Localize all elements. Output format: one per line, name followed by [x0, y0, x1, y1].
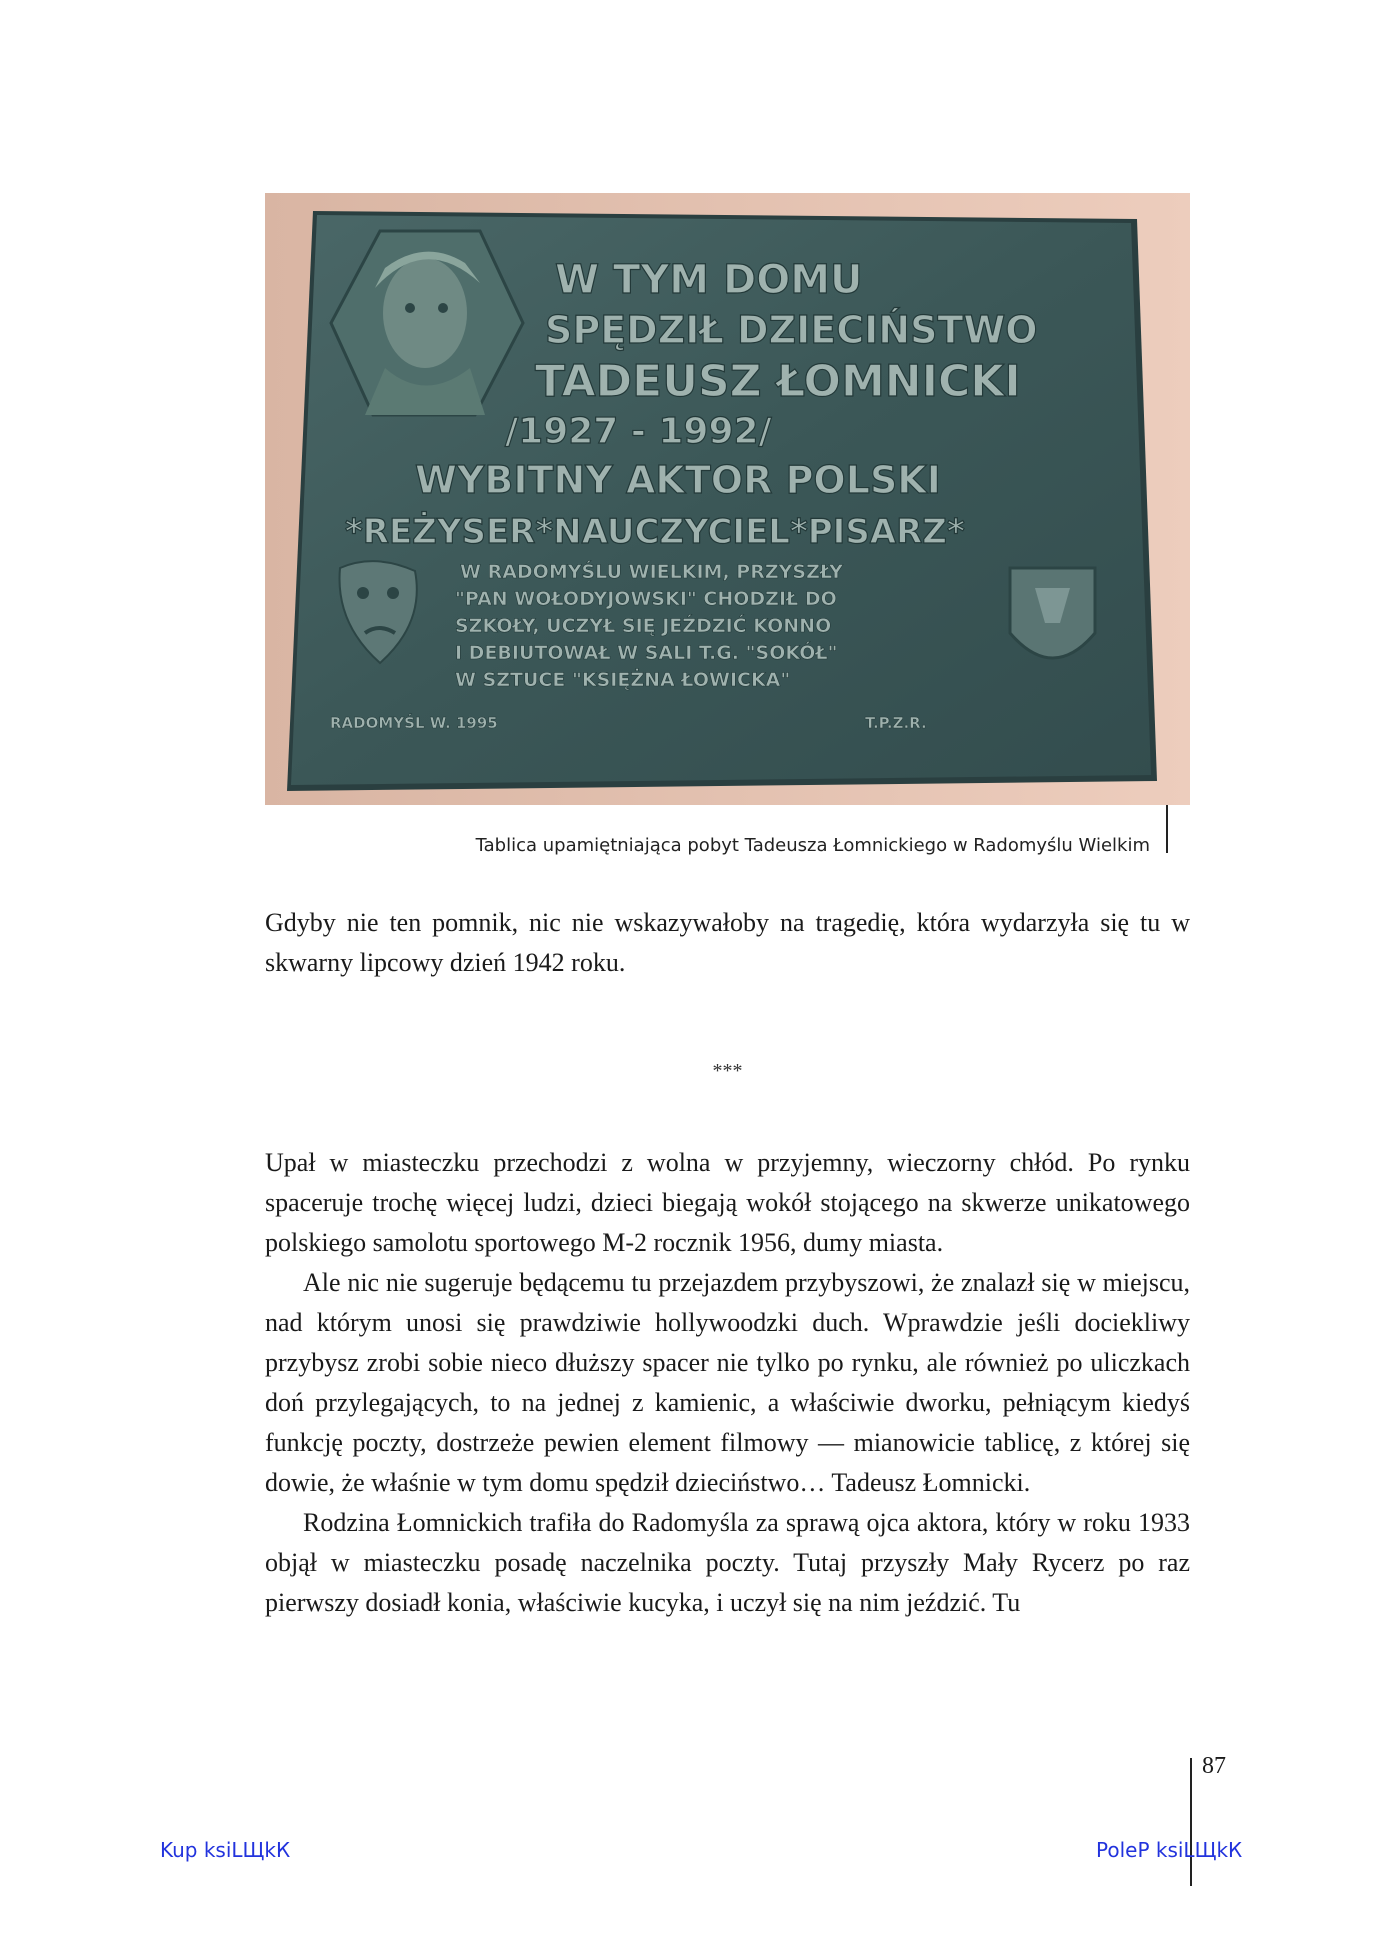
buy-book-link[interactable]: Kup ksiLЩkК	[160, 1838, 291, 1862]
intro-text: Gdyby nie ten pomnik, nic nie wskazywałoby na tragedię, która wydarzyła się tu w skwarny lipcowy dzień 1942 roku.	[265, 908, 1190, 977]
plaque-small-line: SZKOŁY, UCZYŁ SIĘ JEŹDZIĆ KONNO	[455, 615, 832, 637]
plaque-footer-left: RADOMYŚL W. 1995	[330, 714, 498, 732]
paragraph: Rodzina Łomnickich trafiła do Radomyśla za sprawą ojca aktora, który w roku 1933 objął w miasteczku posadę naczelnika poczty. Tutaj przyszły Mały Rycerz po raz pierwszy dosiadł konia, właściwie kucyka, i uczył się na nim jeździć. Tu	[265, 1508, 1190, 1617]
plaque-line: W TYM DOMU	[555, 257, 863, 303]
page-number: 87	[1202, 1753, 1226, 1779]
intro-paragraph	[265, 903, 1190, 983]
coat-of-arms-relief	[1010, 568, 1095, 658]
plaque-photo	[265, 193, 1190, 805]
plaque-line: /1927 - 1992/	[505, 411, 772, 452]
plaque-small-line: I DEBIUTOWAŁ W SALI T.G. "SOKÓŁ"	[455, 642, 838, 664]
paragraph: Ale nic nie sugeruje będącemu tu przejazdem przybyszowi, że znalazł się w miejscu, nad którym unosi się prawdziwie hollywoodzki duch. Wprawdzie jeśli dociekliwy przybysz zrobi sobie nieco dłuższy spacer nie tylko po rynku, ale również po uliczkach doń przylegających, to na jednej z kamienic, a właściwie dworku, pełniącym kiedyś funkcję poczty, dostrzeże pewien element filmowy — mianowicie tablicę, z której się dowie, że właśnie w tym domu spędził dzieciństwo… Tadeusz Łomnicki.	[265, 1268, 1190, 1497]
recommend-book-link[interactable]: PoleP ksiLЩkК	[1096, 1838, 1243, 1862]
page-number-rule	[1190, 1758, 1192, 1886]
plaque-line: SPĘDZIŁ DZIECIŃSTWO	[545, 308, 1038, 352]
plaque-small-line: W RADOMYŚLU WIELKIM, PRZYSZŁY	[460, 561, 843, 583]
plaque-small-line: "PAN WOŁODYJOWSKI" CHODZIŁ DO	[455, 588, 837, 610]
plaque-line: *REŻYSER*NAUCZYCIEL*PISARZ*	[345, 512, 965, 552]
plaque-small-line: W SZTUCE "KSIĘŻNA ŁOWICKA"	[455, 669, 791, 691]
paragraph: Upał w miasteczku przechodzi z wolna w przyjemny, wieczorny chłód. Po rynku spaceruje trochę więcej ludzi, dzieci biegają wokół stojącego na skwerze unikatowego polskiego samolotu sportowego M-2 rocznik 1956, dumy miasta.	[265, 1148, 1190, 1257]
section-separator: ***	[712, 1060, 743, 1082]
photo-caption: Tablica upamiętniająca pobyt Tadeusza Łomnickiego w Radomyślu Wielkim	[475, 835, 1150, 856]
caption-rule	[1166, 805, 1168, 853]
plaque-line: TADEUSZ ŁOMNICKI	[535, 356, 1021, 407]
plaque-footer-right: T.P.Z.R.	[865, 714, 927, 732]
body-text	[265, 1143, 1190, 1623]
plaque-line: WYBITNY AKTOR POLSKI	[415, 458, 941, 502]
